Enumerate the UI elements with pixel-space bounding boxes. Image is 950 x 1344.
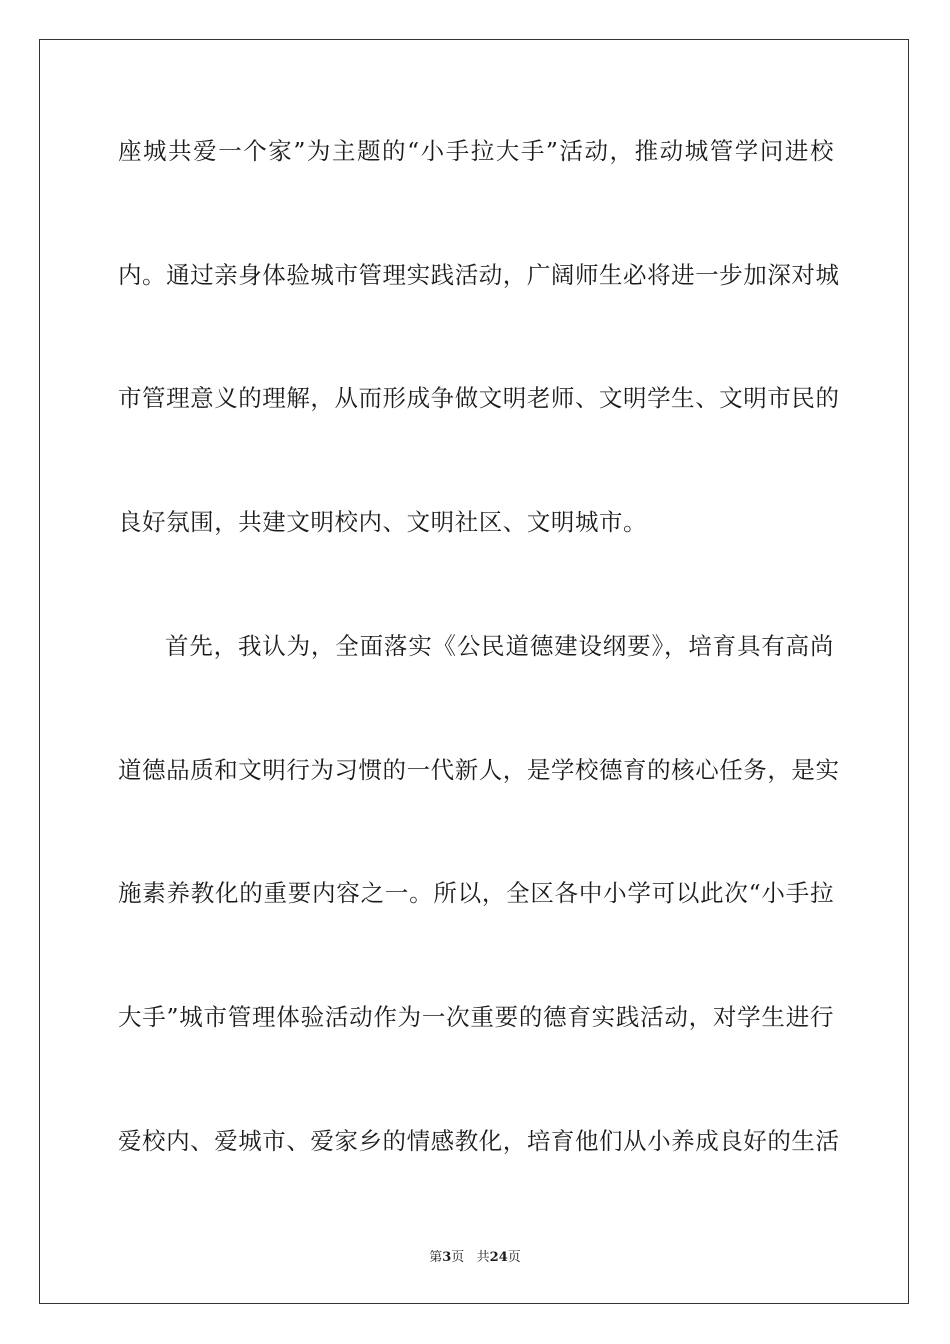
footer-total-pages: 24 [489,1250,508,1265]
text-line-1: 座城共爱一个家”为主题的“小手拉大手”活动，推动城管学问进校 [118,137,834,165]
text-line-9: 爱校内、爱城市、爱家乡的情感教化，培育他们从小养成良好的生活 [118,1127,840,1155]
page-number-footer [0,1246,950,1265]
text-line-4: 良好氛围，共建文明校内、文明社区、文明城市。 [118,508,648,536]
footer-middle: 页 共 [451,1250,490,1265]
text-line-6: 道德品质和文明行为习惯的一代新人，是学校德育的核心任务，是实 [118,756,840,784]
text-line-5: 首先，我认为，全面落实《公民道德建设纲要》，培育具有高尚 [165,632,834,660]
text-line-3: 市管理意义的理解，从而形成争做文明老师、文明学生、文明市民的 [118,384,840,412]
page-border [39,39,909,1304]
footer-current-page: 3 [442,1250,452,1265]
text-line-8: 大手”城市管理体验活动作为一次重要的德育实践活动，对学生进行 [118,1003,834,1031]
footer-suffix: 页 [507,1250,521,1265]
footer-prefix: 第 [429,1250,443,1265]
text-line-2: 内。通过亲身体验城市管理实践活动，广阔师生必将进一步加深对城 [118,261,840,289]
text-line-7: 施素养教化的重要内容之一。所以，全区各中小学可以此次“小手拉 [118,879,834,907]
